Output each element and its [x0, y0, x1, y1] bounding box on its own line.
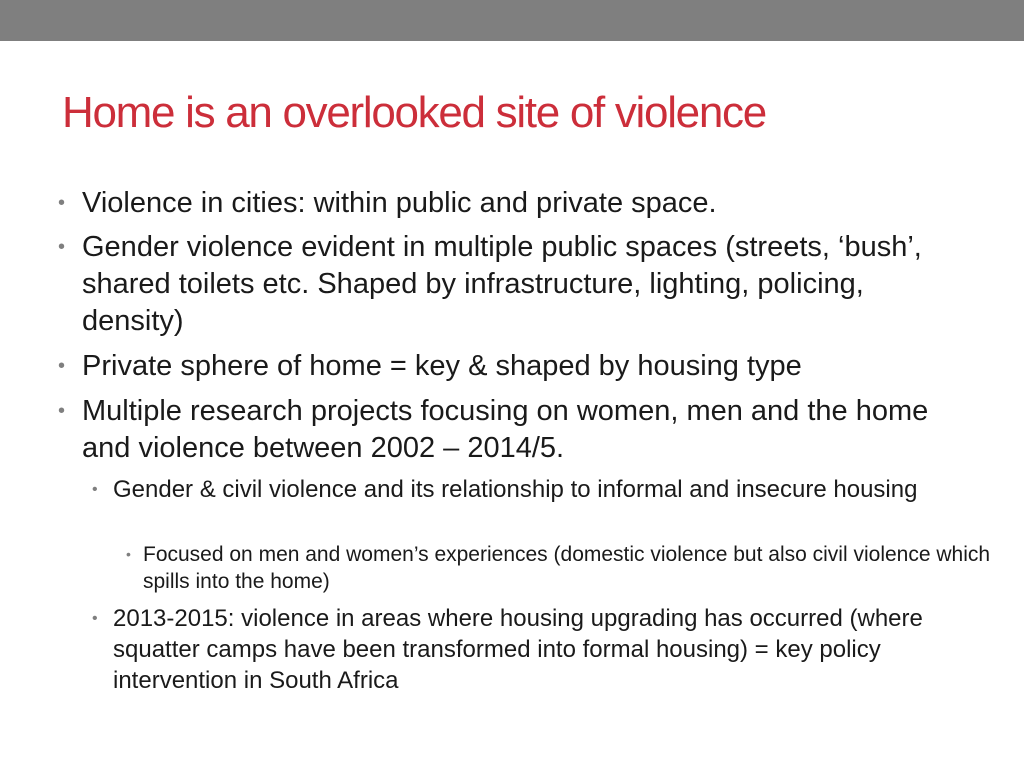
bullet-icon: •: [58, 400, 66, 422]
sub-bullet-item: [92, 474, 983, 505]
bullet-item: [58, 229, 962, 340]
sub-bullet-text: 2013-2015: violence in areas where housing upgrading has occurred (where squatter camps have been transformed into formal housing) = key policy intervention in South Africa: [113, 605, 923, 694]
bullet-icon: •: [92, 610, 98, 627]
sub-bullet-item: [92, 603, 983, 696]
sub-bullet-text: Gender & civil violence and its relationship to informal and insecure housing: [113, 476, 918, 503]
bullet-text: Violence in cities: within public and private space.: [82, 187, 717, 219]
bullet-item: [58, 348, 962, 385]
bullet-text: Gender violence evident in multiple public spaces (streets, ‘bush’, shared toilets etc. Shaped by infrastructure, lighting, policing, density): [82, 231, 922, 337]
bullet-text: Private sphere of home = key & shaped by housing type: [82, 350, 802, 382]
bullet-icon: •: [92, 481, 98, 498]
slide-title: Home is an overlooked site of violence: [62, 88, 766, 137]
bullet-item: [58, 185, 962, 222]
sub-sub-bullet-item: [126, 541, 993, 595]
sub-sub-bullet-text: Focused on men and women’s experiences (domestic violence but also civil violence which spills into the home): [143, 543, 991, 593]
bullet-icon: •: [58, 236, 66, 258]
bullet-text: Multiple research projects focusing on women, men and the home and violence between 2002 – 2014/5.: [82, 395, 929, 464]
bullet-item: [58, 393, 962, 467]
bullet-icon: •: [126, 546, 131, 562]
bullet-icon: •: [58, 192, 66, 214]
bullet-icon: •: [58, 355, 66, 377]
